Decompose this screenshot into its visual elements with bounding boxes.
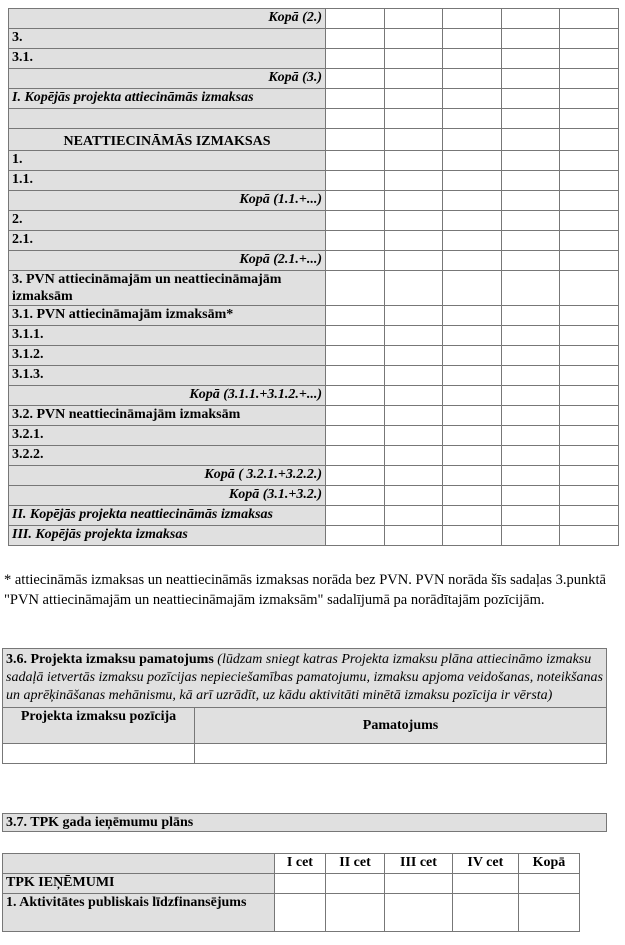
amount-cell[interactable] bbox=[443, 9, 502, 29]
col-q1: I cet bbox=[275, 854, 326, 874]
corner-cell bbox=[3, 854, 275, 874]
amount-cell[interactable] bbox=[560, 9, 619, 29]
amount-cell[interactable] bbox=[560, 426, 619, 446]
position-cell[interactable] bbox=[3, 744, 195, 764]
amount-cell[interactable] bbox=[443, 271, 502, 306]
justification-table bbox=[2, 648, 607, 764]
amount-cell[interactable] bbox=[443, 69, 502, 89]
amount-cell[interactable] bbox=[384, 466, 443, 486]
row-label: 3. bbox=[9, 29, 326, 49]
amount-cell[interactable] bbox=[560, 151, 619, 171]
revenue-title: 3.7. TPK gada ieņēmumu plāns bbox=[3, 814, 607, 832]
amount-cell[interactable] bbox=[560, 89, 619, 109]
cell[interactable] bbox=[385, 894, 453, 932]
amount-cell[interactable] bbox=[501, 151, 560, 171]
amount-cell[interactable] bbox=[560, 306, 619, 326]
amount-cell[interactable] bbox=[384, 29, 443, 49]
row-label: 1. bbox=[9, 151, 326, 171]
amount-cell[interactable] bbox=[443, 211, 502, 231]
amount-cell[interactable] bbox=[501, 69, 560, 89]
amount-cell[interactable] bbox=[501, 506, 560, 526]
table-row bbox=[9, 129, 619, 151]
amount-cell[interactable] bbox=[560, 466, 619, 486]
amount-cell[interactable] bbox=[501, 109, 560, 129]
amount-cell[interactable] bbox=[501, 191, 560, 211]
amount-cell[interactable] bbox=[560, 346, 619, 366]
table-row bbox=[9, 366, 619, 386]
cell[interactable] bbox=[452, 874, 518, 894]
amount-cell[interactable] bbox=[443, 446, 502, 466]
col-total: Kopā bbox=[518, 854, 579, 874]
table-row bbox=[9, 386, 619, 406]
justification-cell[interactable] bbox=[195, 744, 607, 764]
amount-cell[interactable] bbox=[560, 191, 619, 211]
amount-cell[interactable] bbox=[384, 326, 443, 346]
amount-cell[interactable] bbox=[326, 366, 385, 386]
amount-cell[interactable] bbox=[443, 406, 502, 426]
amount-cell[interactable] bbox=[443, 426, 502, 446]
amount-cell[interactable] bbox=[326, 271, 385, 306]
amount-cell[interactable] bbox=[443, 326, 502, 346]
amount-cell[interactable] bbox=[326, 446, 385, 466]
table-row bbox=[9, 486, 619, 506]
row-label: 2.1. bbox=[9, 231, 326, 251]
amount-cell[interactable] bbox=[384, 151, 443, 171]
table-row bbox=[9, 211, 619, 231]
amount-cell[interactable] bbox=[384, 9, 443, 29]
amount-cell[interactable] bbox=[501, 231, 560, 251]
cell[interactable] bbox=[385, 874, 453, 894]
amount-cell[interactable] bbox=[326, 251, 385, 271]
table-row bbox=[9, 251, 619, 271]
cell[interactable] bbox=[452, 894, 518, 932]
table-row bbox=[9, 29, 619, 49]
amount-cell[interactable] bbox=[384, 211, 443, 231]
amount-cell[interactable] bbox=[326, 129, 385, 151]
row-label: 3.2. PVN neattiecināmajām izmaksām bbox=[9, 406, 326, 426]
row-label: 3.1.1. bbox=[9, 326, 326, 346]
amount-cell[interactable] bbox=[501, 129, 560, 151]
cost-table bbox=[8, 8, 619, 546]
amount-cell[interactable] bbox=[443, 49, 502, 69]
table-row bbox=[9, 89, 619, 109]
amount-cell[interactable] bbox=[501, 486, 560, 506]
table-row bbox=[9, 69, 619, 89]
amount-cell[interactable] bbox=[326, 506, 385, 526]
amount-cell[interactable] bbox=[384, 506, 443, 526]
revenue-table bbox=[2, 853, 580, 932]
table-row bbox=[9, 109, 619, 129]
amount-cell[interactable] bbox=[326, 29, 385, 49]
amount-cell[interactable] bbox=[560, 251, 619, 271]
amount-cell[interactable] bbox=[560, 129, 619, 151]
row-label: Kopā (2.) bbox=[9, 9, 326, 29]
amount-cell[interactable] bbox=[501, 426, 560, 446]
row-label: Kopā (3.1.+3.2.) bbox=[9, 486, 326, 506]
table-row bbox=[9, 446, 619, 466]
amount-cell[interactable] bbox=[443, 486, 502, 506]
amount-cell[interactable] bbox=[501, 251, 560, 271]
amount-cell[interactable] bbox=[384, 109, 443, 129]
amount-cell[interactable] bbox=[560, 69, 619, 89]
amount-cell[interactable] bbox=[443, 386, 502, 406]
cell[interactable] bbox=[275, 894, 326, 932]
amount-cell[interactable] bbox=[443, 506, 502, 526]
amount-cell[interactable] bbox=[443, 151, 502, 171]
amount-cell[interactable] bbox=[384, 426, 443, 446]
table-row bbox=[9, 306, 619, 326]
amount-cell[interactable] bbox=[501, 326, 560, 346]
amount-cell[interactable] bbox=[560, 271, 619, 306]
amount-cell[interactable] bbox=[326, 211, 385, 231]
row-label: 3.1. bbox=[9, 49, 326, 69]
amount-cell[interactable] bbox=[326, 306, 385, 326]
amount-cell[interactable] bbox=[384, 191, 443, 211]
col-q2: II cet bbox=[325, 854, 384, 874]
amount-cell[interactable] bbox=[326, 191, 385, 211]
amount-cell[interactable] bbox=[501, 49, 560, 69]
amount-cell[interactable] bbox=[501, 386, 560, 406]
table-row bbox=[9, 171, 619, 191]
amount-cell[interactable] bbox=[326, 406, 385, 426]
amount-cell[interactable] bbox=[384, 406, 443, 426]
amount-cell[interactable] bbox=[501, 406, 560, 426]
amount-cell[interactable] bbox=[443, 129, 502, 151]
amount-cell[interactable] bbox=[443, 366, 502, 386]
col-justification: Pamatojums bbox=[195, 708, 607, 744]
amount-cell[interactable] bbox=[443, 526, 502, 546]
row-label bbox=[9, 109, 326, 129]
amount-cell[interactable] bbox=[326, 69, 385, 89]
amount-cell[interactable] bbox=[384, 69, 443, 89]
row-label: Kopā (3.1.1.+3.1.2.+...) bbox=[9, 386, 326, 406]
row-label: NEATTIECINĀMĀS IZMAKSAS bbox=[9, 129, 326, 151]
amount-cell[interactable] bbox=[384, 49, 443, 69]
amount-cell[interactable] bbox=[443, 109, 502, 129]
amount-cell[interactable] bbox=[501, 29, 560, 49]
table-row bbox=[9, 49, 619, 69]
row-label: Kopā (1.1.+...) bbox=[9, 191, 326, 211]
amount-cell[interactable] bbox=[560, 49, 619, 69]
amount-cell[interactable] bbox=[501, 346, 560, 366]
cell[interactable] bbox=[325, 874, 384, 894]
amount-cell[interactable] bbox=[560, 326, 619, 346]
row-label: 3.1.3. bbox=[9, 366, 326, 386]
amount-cell[interactable] bbox=[326, 9, 385, 29]
table-row bbox=[9, 526, 619, 546]
amount-cell[interactable] bbox=[501, 271, 560, 306]
amount-cell[interactable] bbox=[384, 526, 443, 546]
amount-cell[interactable] bbox=[560, 231, 619, 251]
amount-cell[interactable] bbox=[384, 446, 443, 466]
amount-cell[interactable] bbox=[326, 526, 385, 546]
col-position: Projekta izmaksu pozīcija bbox=[3, 708, 195, 744]
row-label: Kopā (3.) bbox=[9, 69, 326, 89]
table-row bbox=[9, 151, 619, 171]
amount-cell[interactable] bbox=[384, 89, 443, 109]
justification-note: (lūdzam sniegt katras Projekta izmaksu plāna attiecināmo izmaksu sadaļā ietvertās izmaksu pozīcijas nepieciešamības pamatojumu, izmaksu apjoma veidošanas, noteikšanas un aprēķināšanas mehānismu, kā arī uzrādīt, uz kādu aktivitāti minētā izmaksu pozīcija ir vērsta) bbox=[6, 652, 603, 703]
amount-cell[interactable] bbox=[326, 231, 385, 251]
row-label: I. Kopējās projekta attiecināmās izmaksas bbox=[9, 89, 326, 109]
amount-cell[interactable] bbox=[501, 89, 560, 109]
row-label: 1.1. bbox=[9, 171, 326, 191]
amount-cell[interactable] bbox=[501, 466, 560, 486]
row-label: TPK IEŅĒMUMI bbox=[3, 874, 275, 894]
amount-cell[interactable] bbox=[443, 29, 502, 49]
amount-cell[interactable] bbox=[501, 9, 560, 29]
amount-cell[interactable] bbox=[560, 171, 619, 191]
amount-cell[interactable] bbox=[443, 466, 502, 486]
amount-cell[interactable] bbox=[560, 506, 619, 526]
amount-cell[interactable] bbox=[326, 171, 385, 191]
amount-cell[interactable] bbox=[326, 466, 385, 486]
amount-cell[interactable] bbox=[326, 109, 385, 129]
amount-cell[interactable] bbox=[384, 129, 443, 151]
amount-cell[interactable] bbox=[443, 251, 502, 271]
table-row bbox=[9, 466, 619, 486]
table-row bbox=[9, 346, 619, 366]
amount-cell[interactable] bbox=[384, 386, 443, 406]
amount-cell[interactable] bbox=[326, 486, 385, 506]
amount-cell[interactable] bbox=[443, 191, 502, 211]
amount-cell[interactable] bbox=[443, 171, 502, 191]
amount-cell[interactable] bbox=[560, 366, 619, 386]
amount-cell[interactable] bbox=[326, 426, 385, 446]
amount-cell[interactable] bbox=[384, 231, 443, 251]
row-label: 3.1. PVN attiecināmajām izmaksām* bbox=[9, 306, 326, 326]
row-label: III. Kopējās projekta izmaksas bbox=[9, 526, 326, 546]
amount-cell[interactable] bbox=[384, 251, 443, 271]
row-label: 3. PVN attiecināmajām un neattiecināmajām izmaksām bbox=[9, 271, 326, 306]
amount-cell[interactable] bbox=[326, 346, 385, 366]
amount-cell[interactable] bbox=[560, 386, 619, 406]
amount-cell[interactable] bbox=[384, 271, 443, 306]
amount-cell[interactable] bbox=[501, 446, 560, 466]
amount-cell[interactable] bbox=[326, 49, 385, 69]
table-row bbox=[9, 271, 619, 306]
amount-cell[interactable] bbox=[560, 109, 619, 129]
amount-cell[interactable] bbox=[560, 526, 619, 546]
amount-cell[interactable] bbox=[384, 306, 443, 326]
cell[interactable] bbox=[518, 874, 579, 894]
table-row bbox=[9, 406, 619, 426]
amount-cell[interactable] bbox=[501, 211, 560, 231]
amount-cell[interactable] bbox=[443, 231, 502, 251]
amount-cell[interactable] bbox=[501, 366, 560, 386]
row-label: Kopā (2.1.+...) bbox=[9, 251, 326, 271]
col-q3: III cet bbox=[385, 854, 453, 874]
amount-cell[interactable] bbox=[443, 306, 502, 326]
cell[interactable] bbox=[325, 894, 384, 932]
justification-title: 3.6. Projekta izmaksu pamatojums bbox=[6, 652, 214, 667]
row-label: 1. Aktivitātes publiskais līdzfinansējums bbox=[3, 894, 275, 932]
amount-cell[interactable] bbox=[326, 89, 385, 109]
amount-cell[interactable] bbox=[501, 306, 560, 326]
amount-cell[interactable] bbox=[501, 171, 560, 191]
amount-cell[interactable] bbox=[384, 346, 443, 366]
revenue-section-header bbox=[2, 813, 607, 832]
amount-cell[interactable] bbox=[560, 29, 619, 49]
row-label: 3.2.1. bbox=[9, 426, 326, 446]
amount-cell[interactable] bbox=[326, 326, 385, 346]
amount-cell[interactable] bbox=[501, 526, 560, 546]
table-row bbox=[9, 426, 619, 446]
table-row bbox=[9, 191, 619, 211]
footnote: * attiecināmās izmaksas un neattiecināmās izmaksas norāda bez PVN. PVN norāda šīs sadaļas 3.punktā "PVN attiecināmajām un neattiecināmajām izmaksām" sadalījumā pa norādītajām pozīcijām. bbox=[4, 572, 606, 608]
amount-cell[interactable] bbox=[443, 346, 502, 366]
row-label: 3.2.2. bbox=[9, 446, 326, 466]
amount-cell[interactable] bbox=[560, 446, 619, 466]
cell[interactable] bbox=[518, 894, 579, 932]
amount-cell[interactable] bbox=[560, 406, 619, 426]
row-label: 2. bbox=[9, 211, 326, 231]
row-label: II. Kopējās projekta neattiecināmās izmaksas bbox=[9, 506, 326, 526]
amount-cell[interactable] bbox=[384, 171, 443, 191]
row-label: 3.1.2. bbox=[9, 346, 326, 366]
amount-cell[interactable] bbox=[560, 211, 619, 231]
row-label: Kopā ( 3.2.1.+3.2.2.) bbox=[9, 466, 326, 486]
amount-cell[interactable] bbox=[326, 386, 385, 406]
amount-cell[interactable] bbox=[443, 89, 502, 109]
amount-cell[interactable] bbox=[560, 486, 619, 506]
table-row bbox=[9, 326, 619, 346]
col-q4: IV cet bbox=[452, 854, 518, 874]
table-row bbox=[9, 506, 619, 526]
amount-cell[interactable] bbox=[384, 486, 443, 506]
amount-cell[interactable] bbox=[384, 366, 443, 386]
table-row bbox=[9, 231, 619, 251]
amount-cell[interactable] bbox=[326, 151, 385, 171]
table-row bbox=[9, 9, 619, 29]
cell[interactable] bbox=[275, 874, 326, 894]
